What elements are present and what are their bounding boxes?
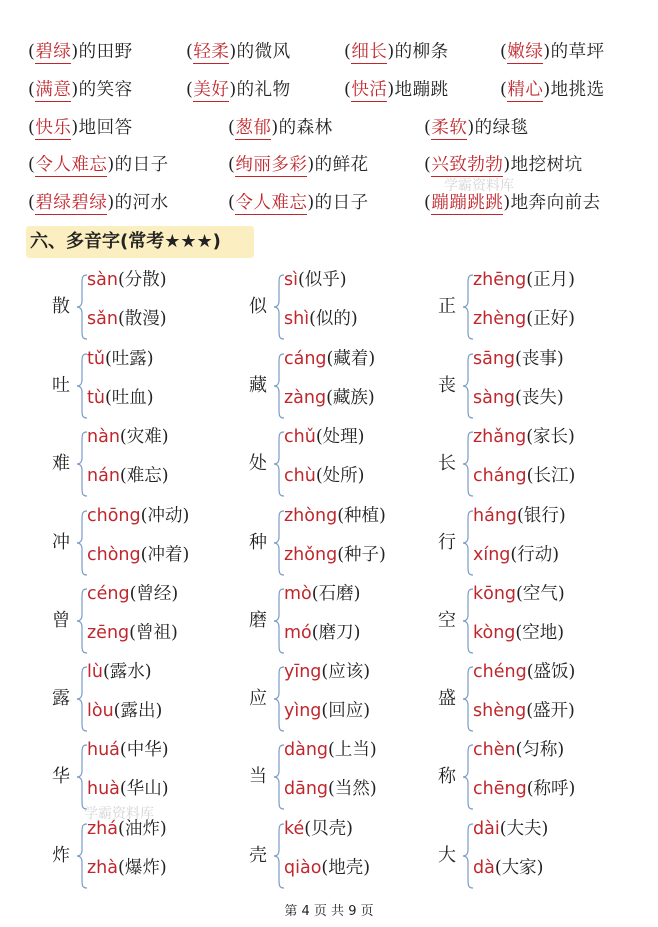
pinyin: cáng	[284, 349, 327, 369]
reading-line	[284, 699, 370, 723]
polyphone-card	[52, 504, 252, 582]
example-word: (正好)	[526, 309, 575, 329]
pinyin: háng	[473, 506, 518, 526]
reading-line	[473, 777, 575, 801]
pinyin: lù	[87, 662, 103, 682]
pinyin: zhà	[87, 858, 119, 878]
phrase-item: (令人难忘)的日子	[28, 155, 169, 175]
polyphone-char: 曾	[52, 610, 70, 631]
watermark-2: 学霸资料库	[84, 806, 154, 822]
reading-line	[473, 543, 559, 567]
reading-line	[284, 817, 353, 841]
reading-line	[87, 504, 189, 528]
example-word: (露水)	[102, 662, 152, 682]
phrase-keyword: 细长	[351, 42, 388, 62]
example-word: (分散)	[117, 270, 167, 290]
reading-line	[87, 307, 167, 331]
pinyin: sì	[284, 270, 298, 290]
polyphone-card	[438, 817, 638, 895]
phrase-item: (细长)的柳条	[344, 42, 449, 62]
example-word: (贝壳)	[304, 819, 353, 839]
polyphone-card	[249, 582, 449, 660]
pinyin: yìng	[284, 701, 322, 721]
phrase-tail: 地回答	[78, 118, 133, 138]
phrase-tail: 地挖树坑	[510, 155, 583, 175]
pinyin: zhǒng	[284, 545, 338, 565]
phrase-tail: 的森林	[278, 118, 333, 138]
example-word: (处所)	[315, 466, 365, 486]
reading-line	[87, 777, 169, 801]
polyphone-card	[52, 817, 252, 895]
example-word: (冲着)	[140, 545, 190, 565]
phrase-tail: 的礼物	[236, 80, 291, 100]
example-word: (长江)	[526, 466, 576, 486]
pinyin: sāng	[473, 349, 516, 369]
example-word: (回应)	[321, 701, 371, 721]
pinyin: ké	[284, 819, 305, 839]
phrase-tail: 的草坪	[550, 42, 605, 62]
example-word: (空气)	[516, 584, 565, 604]
example-word: (种植)	[337, 506, 386, 526]
example-word: (散漫)	[117, 309, 167, 329]
polyphone-card	[52, 660, 252, 738]
reading-line	[473, 738, 564, 762]
page-footer: 第 4 页 共 9 页	[284, 904, 374, 919]
polyphone-char: 露	[52, 688, 70, 709]
pinyin: nàn	[87, 427, 120, 447]
polyphone-char: 当	[249, 766, 267, 787]
pinyin: sàn	[87, 270, 118, 290]
polyphone-card	[249, 660, 449, 738]
reading-line	[473, 268, 575, 292]
pinyin: lòu	[87, 701, 114, 721]
example-word: (种子)	[337, 545, 386, 565]
example-word: (上当)	[328, 740, 377, 760]
reading-line	[284, 543, 386, 567]
example-word: (爆炸)	[118, 858, 167, 878]
polyphone-card	[438, 268, 638, 346]
polyphone-card	[52, 425, 252, 503]
polyphone-card	[438, 504, 638, 582]
phrase-tail: 的绿毯	[474, 118, 529, 138]
phrase-keyword: 葱郁	[235, 118, 272, 138]
pinyin: zàng	[284, 388, 327, 408]
reading-line	[284, 307, 358, 331]
phrase-keyword: 碧绿	[35, 42, 72, 62]
phrase-row	[0, 40, 658, 70]
polyphone-char: 吐	[52, 375, 70, 396]
polyphone-char: 难	[52, 453, 70, 474]
reading-line	[284, 386, 375, 410]
reading-line	[473, 699, 575, 723]
pinyin: qiào	[284, 858, 322, 878]
polyphone-char: 散	[52, 296, 70, 317]
phrase-row	[0, 116, 658, 146]
phrase-row	[0, 78, 658, 108]
pinyin: nán	[87, 466, 120, 486]
phrase-tail: 地奔向前去	[510, 193, 601, 213]
reading-line	[473, 347, 564, 371]
phrase-item: (满意)的笑容	[28, 80, 133, 100]
polyphone-char: 行	[438, 532, 456, 553]
pinyin: chéng	[473, 662, 527, 682]
section-heading: 六、多音字(常考★★★)	[26, 226, 254, 258]
phrase-keyword: 绚丽多彩	[235, 155, 308, 175]
phrase-tail: 的笑容	[78, 80, 133, 100]
example-word: (难忘)	[119, 466, 169, 486]
phrase-item: (快乐)地回答	[28, 118, 133, 138]
example-word: (吐血)	[104, 388, 154, 408]
phrase-item: (美好)的礼物	[186, 80, 291, 100]
example-word: (当然)	[328, 779, 377, 799]
example-word: (地壳)	[321, 858, 371, 878]
pinyin: chēng	[473, 779, 527, 799]
reading-line	[87, 699, 162, 723]
pinyin: shèng	[473, 701, 527, 721]
polyphone-char: 空	[438, 610, 456, 631]
example-word: (应该)	[321, 662, 371, 682]
polyphone-card	[52, 268, 252, 346]
polyphone-char: 壳	[249, 845, 267, 866]
pinyin: kòng	[473, 623, 516, 643]
watermark-1: 学霸资料库	[444, 178, 514, 194]
phrase-item: (嫩绿)的草坪	[500, 42, 605, 62]
reading-line	[87, 347, 154, 371]
polyphone-card	[438, 425, 638, 503]
phrase-keyword: 柔软	[431, 118, 468, 138]
pinyin: zēng	[87, 623, 130, 643]
polyphone-char: 磨	[249, 610, 267, 631]
phrase-item: (兴致勃勃)地挖树坑	[424, 155, 583, 175]
phrase-item: (葱郁)的森林	[228, 118, 333, 138]
polyphone-char: 种	[249, 532, 267, 553]
phrase-keyword: 轻柔	[193, 42, 230, 62]
phrase-keyword: 美好	[193, 80, 230, 100]
reading-line	[473, 817, 548, 841]
pinyin: dāng	[284, 779, 329, 799]
polyphone-card	[438, 738, 638, 816]
example-word: (中华)	[119, 740, 169, 760]
reading-line	[473, 504, 566, 528]
reading-line	[473, 856, 544, 880]
polyphone-card	[438, 347, 638, 425]
phrase-item: (绚丽多彩)的鲜花	[228, 155, 369, 175]
reading-line	[284, 425, 364, 449]
phrase-item: (轻柔)的微风	[186, 42, 291, 62]
polyphone-char: 处	[249, 453, 267, 474]
phrase-keyword: 令人难忘	[35, 155, 108, 175]
reading-line	[87, 582, 178, 606]
reading-line	[473, 621, 564, 645]
phrase-row	[0, 191, 658, 221]
reading-line	[284, 621, 360, 645]
pinyin: yīng	[284, 662, 322, 682]
example-word: (行动)	[510, 545, 560, 565]
polyphone-char: 应	[249, 688, 267, 709]
polyphone-card	[249, 738, 449, 816]
example-word: (处理)	[315, 427, 365, 447]
example-word: (似的)	[309, 309, 358, 329]
phrase-tail: 的鲜花	[314, 155, 369, 175]
polyphone-card	[249, 817, 449, 895]
phrase-item: (蹦蹦跳跳)地奔向前去	[424, 193, 601, 213]
example-word: (盛开)	[526, 701, 575, 721]
polyphone-card	[249, 425, 449, 503]
polyphone-char: 称	[438, 766, 456, 787]
pinyin: cháng	[473, 466, 527, 486]
example-word: (丧事)	[515, 349, 564, 369]
polyphone-card	[249, 268, 449, 346]
phrase-item: (碧绿碧绿)的河水	[28, 193, 169, 213]
pinyin: sǎn	[87, 309, 118, 329]
reading-line	[284, 464, 364, 488]
phrase-keyword: 碧绿碧绿	[35, 193, 108, 213]
polyphone-char: 似	[249, 296, 267, 317]
example-word: (华山)	[119, 779, 169, 799]
phrase-keyword: 嫩绿	[507, 42, 544, 62]
phrase-item: (精心)地挑选	[500, 80, 605, 100]
pinyin: chèn	[473, 740, 516, 760]
polyphone-char: 长	[438, 453, 456, 474]
example-word: (藏着)	[326, 349, 376, 369]
polyphone-card	[52, 347, 252, 425]
pinyin: huà	[87, 779, 120, 799]
polyphone-card	[249, 347, 449, 425]
reading-line	[87, 856, 167, 880]
phrase-keyword: 蹦蹦跳跳	[431, 193, 504, 213]
phrase-tail: 的日子	[114, 155, 169, 175]
polyphone-char: 冲	[52, 532, 70, 553]
reading-line	[87, 543, 189, 567]
example-word: (称呼)	[526, 779, 576, 799]
polyphone-char: 华	[52, 766, 70, 787]
example-word: (冲动)	[140, 506, 190, 526]
pinyin: sàng	[473, 388, 516, 408]
phrase-tail: 的微风	[236, 42, 291, 62]
reading-line	[284, 738, 377, 762]
pinyin: tǔ	[87, 349, 105, 369]
example-word: (磨刀)	[311, 623, 361, 643]
phrase-item: (碧绿)的田野	[28, 42, 133, 62]
reading-line	[284, 660, 370, 684]
reading-line	[87, 425, 169, 449]
phrase-item: (令人难忘)的日子	[228, 193, 369, 213]
example-word: (正月)	[526, 270, 575, 290]
example-word: (似乎)	[297, 270, 347, 290]
pinyin: chōng	[87, 506, 141, 526]
example-word: (油炸)	[118, 819, 167, 839]
pinyin: chù	[284, 466, 316, 486]
reading-line	[87, 738, 169, 762]
polyphone-char: 藏	[249, 375, 267, 396]
pinyin: dàng	[284, 740, 329, 760]
example-word: (灾难)	[119, 427, 169, 447]
phrase-keyword: 兴致勃勃	[431, 155, 504, 175]
phrase-tail: 的河水	[114, 193, 169, 213]
reading-line	[87, 621, 178, 645]
example-word: (吐露)	[104, 349, 154, 369]
pinyin: dà	[473, 858, 495, 878]
reading-line	[284, 777, 377, 801]
pinyin: xíng	[473, 545, 511, 565]
phrase-row	[0, 153, 658, 183]
pinyin: mó	[284, 623, 312, 643]
phrase-tail: 地蹦跳	[394, 80, 449, 100]
reading-line	[473, 425, 575, 449]
example-word: (大夫)	[499, 819, 549, 839]
pinyin: mò	[284, 584, 312, 604]
example-word: (丧失)	[515, 388, 564, 408]
pinyin: zhá	[87, 819, 119, 839]
reading-line	[284, 856, 370, 880]
example-word: (曾经)	[129, 584, 179, 604]
pinyin: zhǎng	[473, 427, 527, 447]
pinyin: chǔ	[284, 427, 316, 447]
polyphone-char: 正	[438, 296, 456, 317]
pinyin: kōng	[473, 584, 517, 604]
polyphone-char: 丧	[438, 375, 456, 396]
phrase-tail: 地挑选	[550, 80, 605, 100]
polyphone-card	[438, 660, 638, 738]
polyphone-char: 炸	[52, 845, 70, 866]
polyphone-card	[249, 504, 449, 582]
reading-line	[473, 307, 575, 331]
reading-line	[473, 386, 564, 410]
reading-line	[87, 660, 152, 684]
pinyin: zhèng	[473, 309, 527, 329]
phrase-keyword: 精心	[507, 80, 544, 100]
reading-line	[87, 386, 154, 410]
reading-line	[87, 464, 169, 488]
example-word: (空地)	[515, 623, 565, 643]
phrase-keyword: 快活	[351, 80, 388, 100]
reading-line	[284, 347, 375, 371]
pinyin: huá	[87, 740, 120, 760]
pinyin: zhēng	[473, 270, 527, 290]
polyphone-char: 盛	[438, 688, 456, 709]
phrase-tail: 的柳条	[394, 42, 449, 62]
polyphone-card	[438, 582, 638, 660]
phrase-tail: 的田野	[78, 42, 133, 62]
reading-line	[473, 464, 575, 488]
reading-line	[284, 504, 386, 528]
phrase-tail: 的日子	[314, 193, 369, 213]
example-word: (家长)	[526, 427, 575, 447]
polyphone-char: 大	[438, 845, 456, 866]
pinyin: céng	[87, 584, 130, 604]
reading-line	[284, 268, 347, 292]
pinyin: zhòng	[284, 506, 338, 526]
example-word: (银行)	[517, 506, 566, 526]
example-word: (藏族)	[326, 388, 375, 408]
reading-line	[473, 660, 575, 684]
example-word: (匀称)	[515, 740, 565, 760]
example-word: (曾祖)	[129, 623, 178, 643]
phrase-item: (柔软)的绿毯	[424, 118, 529, 138]
pinyin: shì	[284, 309, 310, 329]
phrase-item: (快活)地蹦跳	[344, 80, 449, 100]
phrase-keyword: 令人难忘	[235, 193, 308, 213]
example-word: (大家)	[494, 858, 544, 878]
example-word: (石磨)	[311, 584, 361, 604]
phrase-keyword: 满意	[35, 80, 72, 100]
polyphone-card	[52, 582, 252, 660]
reading-line	[473, 582, 565, 606]
pinyin: tù	[87, 388, 105, 408]
reading-line	[87, 268, 167, 292]
pinyin: dài	[473, 819, 500, 839]
example-word: (露出)	[113, 701, 163, 721]
pinyin: chòng	[87, 545, 141, 565]
example-word: (盛饭)	[526, 662, 576, 682]
reading-line	[284, 582, 360, 606]
phrase-keyword: 快乐	[35, 118, 72, 138]
